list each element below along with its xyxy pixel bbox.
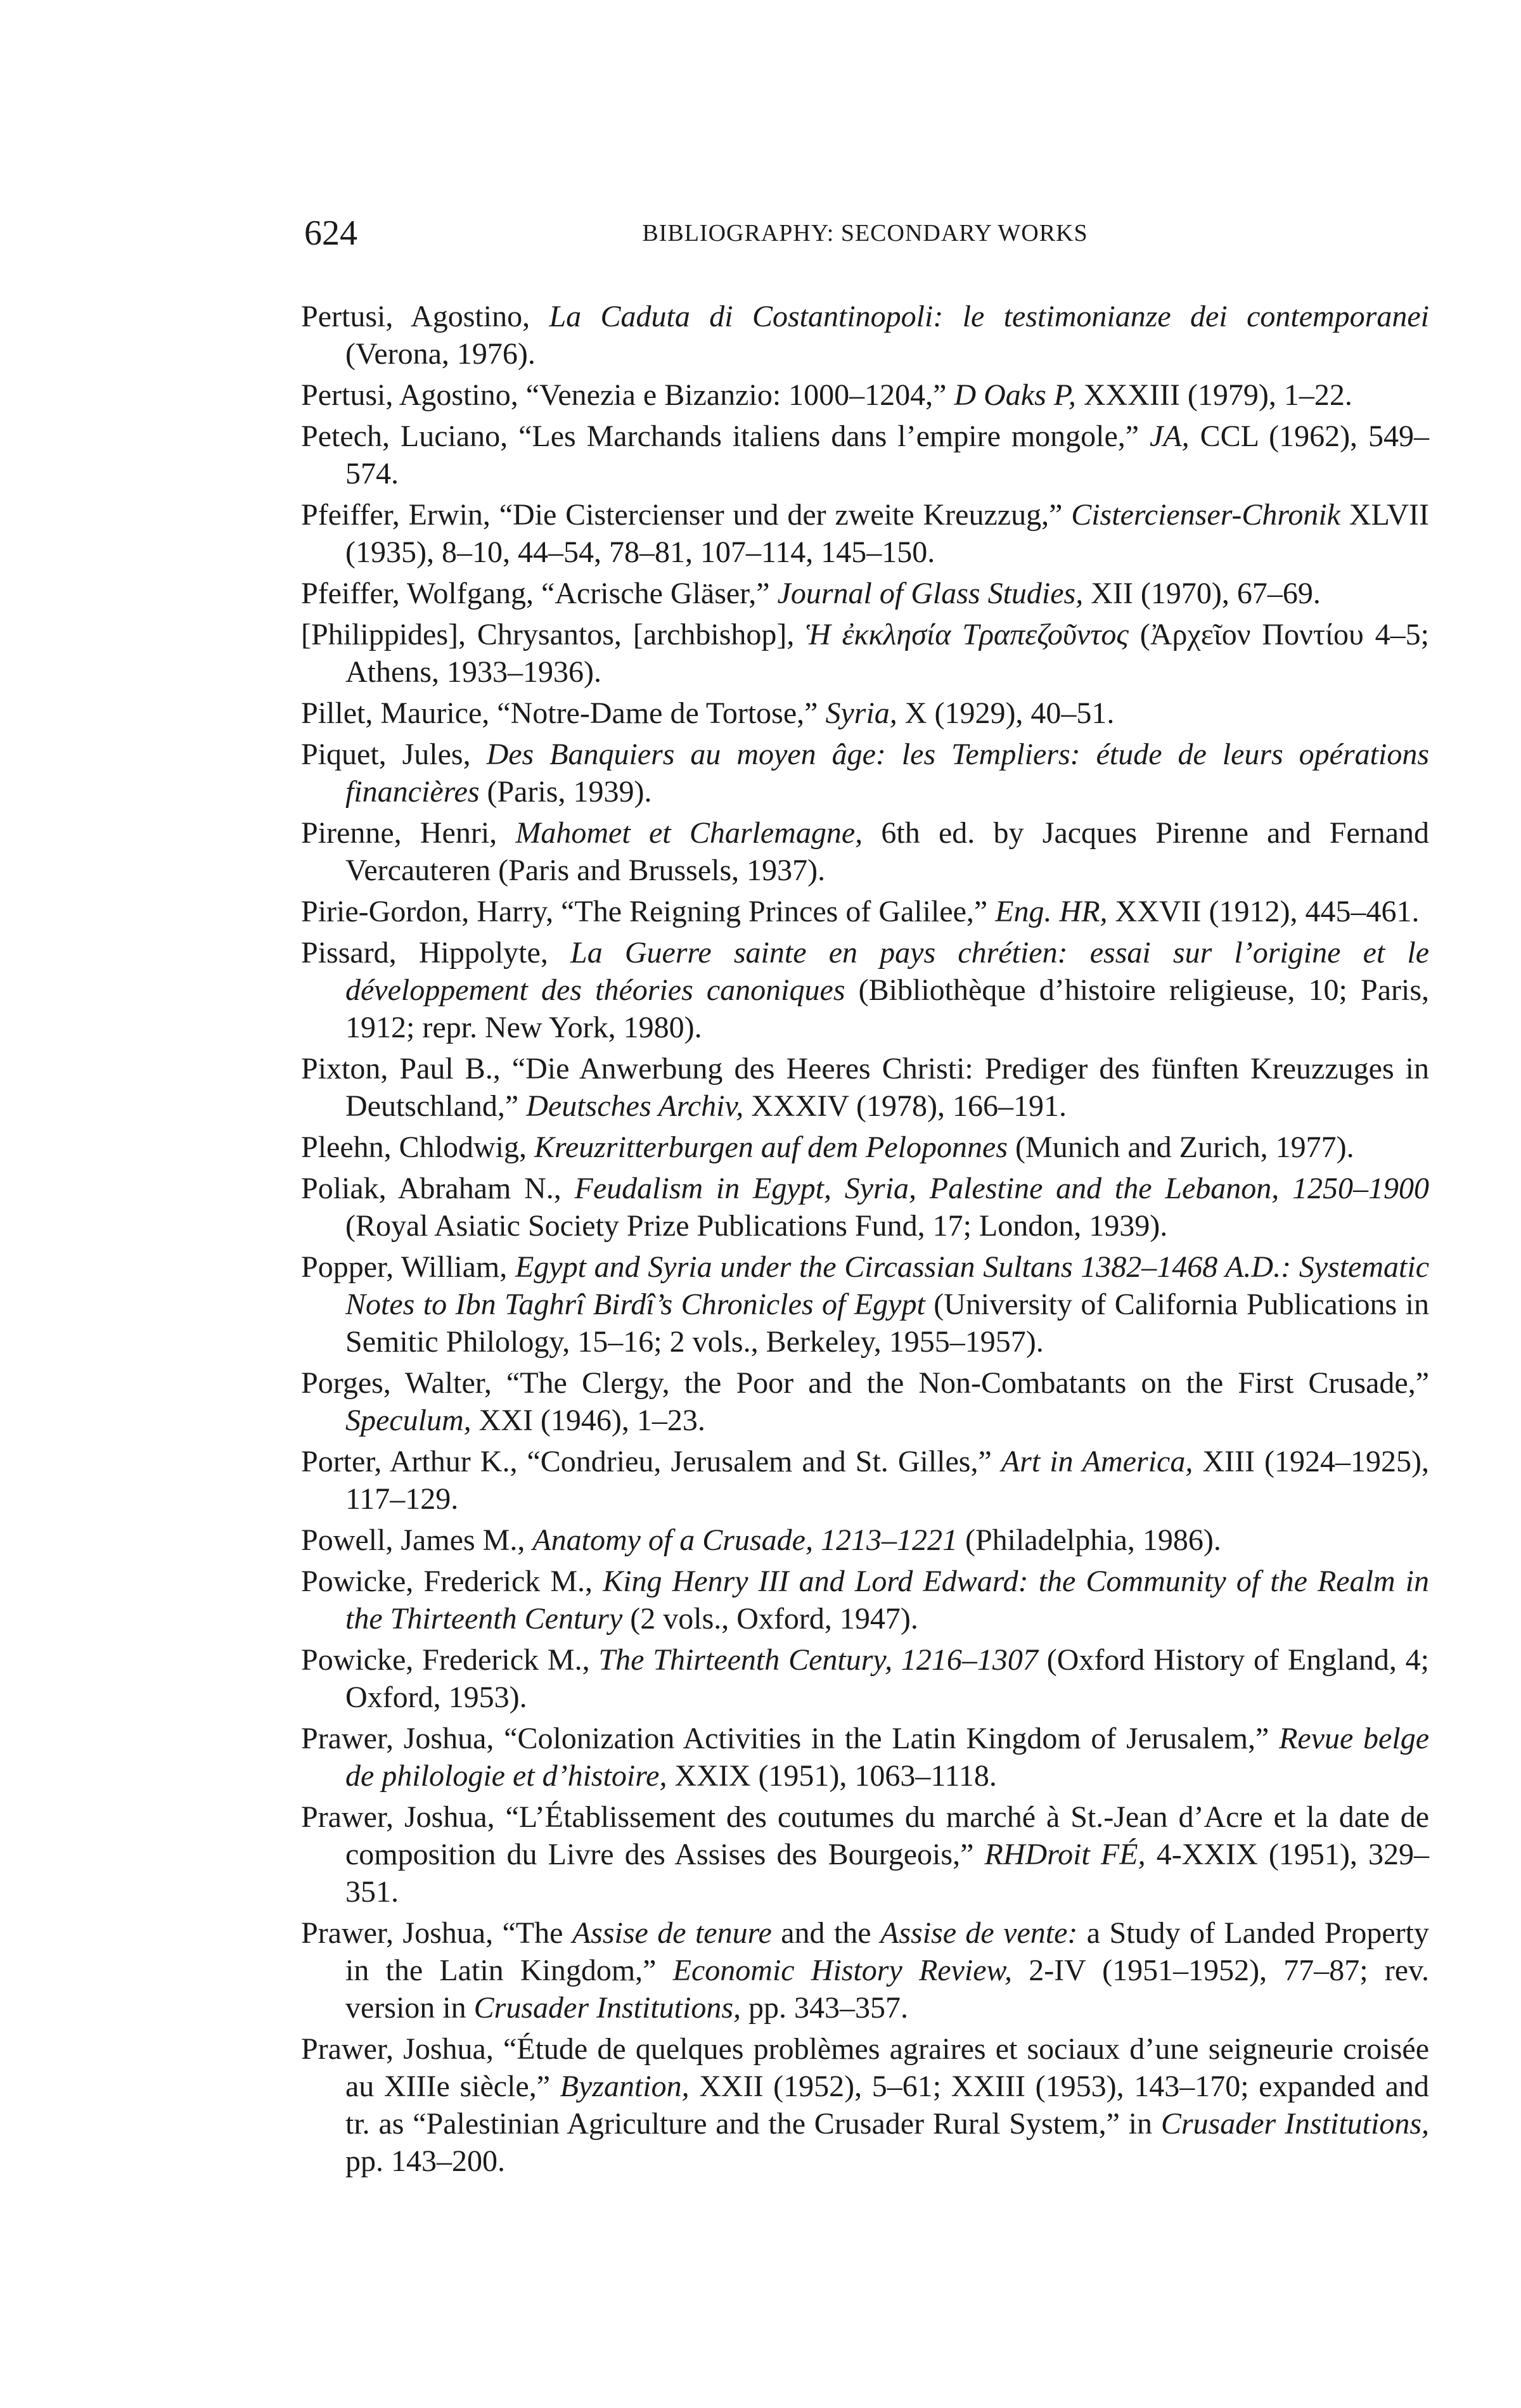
- bibliography-entry: Pillet, Maurice, “Notre-Dame de Tortose,” Syria, X (1929), 40–51.: [301, 696, 1115, 730]
- bibliography-entry: Prawer, Joshua, “The Assise de tenure and the Assise de vente: a Study of Landed Property in the Latin Kingdom,” Economic History Review, 2-IV (1951–1952), 77–87; rev. version in Crusader Institutions, pp. 343–357.: [301, 1916, 1430, 2025]
- bibliography-entry: Powicke, Frederick M., The Thirteenth Century, 1216–1307 (Oxford History of England, 4; Oxford, 1953).: [301, 1643, 1430, 1714]
- bibliography-entry: [Philippides], Chrysantos, [archbishop], Ἡ ἐκκλησία Τραπεζοῦντος (Ἀρχεῖον Ποντίου 4–5; Athens, 1933–1936).: [301, 618, 1429, 689]
- bibliography-entry: Porter, Arthur K., “Condrieu, Jerusalem and St. Gilles,” Art in America, XIII (1924–1925), 117–129.: [301, 1445, 1430, 1516]
- bibliography-entry: Pleehn, Chlodwig, Kreuzritterburgen auf dem Peloponnes (Munich and Zurich, 1977).: [301, 1130, 1354, 1164]
- bibliography-entry: Prawer, Joshua, “Colonization Activities in the Latin Kingdom of Jerusalem,” Revue belge de philologie et d’histoire, XXIX (1951), 1063–1118.: [301, 1722, 1430, 1793]
- bibliography-list: [301, 298, 1429, 2184]
- bibliography-entry: Pixton, Paul B., “Die Anwerbung des Heeres Christi: Prediger des fünften Kreuzzuges in Deutschland,” Deutsches Archiv, XXXIV (1978), 166–191.: [301, 1052, 1429, 1123]
- bibliography-entry: Porges, Walter, “The Clergy, the Poor and the Non-Combatants on the First Crusade,” Speculum, XXI (1946), 1–23.: [301, 1366, 1429, 1437]
- page-number: 624: [304, 214, 357, 253]
- bibliography-entry: Pirie-Gordon, Harry, “The Reigning Princes of Galilee,” Eng. HR, XXVII (1912), 445–461.: [301, 895, 1420, 928]
- bibliography-entry: Poliak, Abraham N., Feudalism in Egypt, Syria, Palestine and the Lebanon, 1250–1900 (Royal Asiatic Society Prize Publications Fund, 17; London, 1939).: [301, 1172, 1430, 1243]
- bibliography-entry: Pirenne, Henri, Mahomet et Charlemagne, 6th ed. by Jacques Pirenne and Fernand Vercauteren (Paris and Brussels, 1937).: [301, 816, 1429, 887]
- bibliography-entry: Powicke, Frederick M., King Henry III and Lord Edward: the Community of the Realm in the Thirteenth Century (2 vols., Oxford, 1947).: [301, 1565, 1429, 1636]
- bibliography-entry: Pfeiffer, Wolfgang, “Acrische Gläser,” Journal of Glass Studies, XII (1970), 67–69.: [301, 577, 1321, 610]
- bibliography-entry: Pissard, Hippolyte, La Guerre sainte en pays chrétien: essai sur l’origine et le développement des théories canoniques (Bibliothèque d’histoire religieuse, 10; Paris, 1912; repr. New York, 1980).: [301, 936, 1430, 1044]
- bibliography-entry: Popper, William, Egypt and Syria under the Circassian Sultans 1382–1468 A.D.: Systematic Notes to Ibn Taghrî Birdî’s Chronicles of Egypt (University of California Publications in Semitic Philology, 15–16; 2 vols., Berkeley, 1955–1957).: [301, 1250, 1429, 1359]
- page-header: [304, 208, 1426, 259]
- bibliography-entry: Prawer, Joshua, “L’Établissement des coutumes du marché à St.-Jean d’Acre et la date de composition du Livre des Assises des Bourgeois,” RHDroit FÉ, 4-XXIX (1951), 329–351.: [301, 1800, 1430, 1909]
- bibliography-entry: Prawer, Joshua, “Étude de quelques problèmes agraires et sociaux d’une seigneurie croisée au XIIIe siècle,” Byzantion, XXII (1952), 5–61; XXIII (1953), 143–170; expanded and tr. as “Palestinian Agriculture and the Crusader Rural System,” in Crusader Institutions, pp. 143–200.: [301, 2032, 1430, 2178]
- bibliography-entry: Powell, James M., Anatomy of a Crusade, 1213–1221 (Philadelphia, 1986).: [301, 1523, 1221, 1557]
- bibliography-entry: Petech, Luciano, “Les Marchands italiens dans l’empire mongole,” JA, CCL (1962), 549–574.: [301, 419, 1429, 490]
- bibliography-entry: Pfeiffer, Erwin, “Die Cistercienser und der zweite Kreuzzug,” Cistercienser-Chronik XLVII (1935), 8–10, 44–54, 78–81, 107–114, 145–150.: [301, 498, 1429, 569]
- bibliography-entry: Pertusi, Agostino, La Caduta di Costantinopoli: le testimonianze dei contemporanei (Verona, 1976).: [301, 300, 1429, 371]
- running-head: BIBLIOGRAPHY: SECONDARY WORKS: [642, 220, 1088, 247]
- bibliography-entry: Pertusi, Agostino, “Venezia e Bizanzio: 1000–1204,” D Oaks P, XXXIII (1979), 1–22.: [301, 378, 1352, 412]
- bibliography-entry: Piquet, Jules, Des Banquiers au moyen âge: les Templiers: étude de leurs opérations financières (Paris, 1939).: [301, 738, 1430, 809]
